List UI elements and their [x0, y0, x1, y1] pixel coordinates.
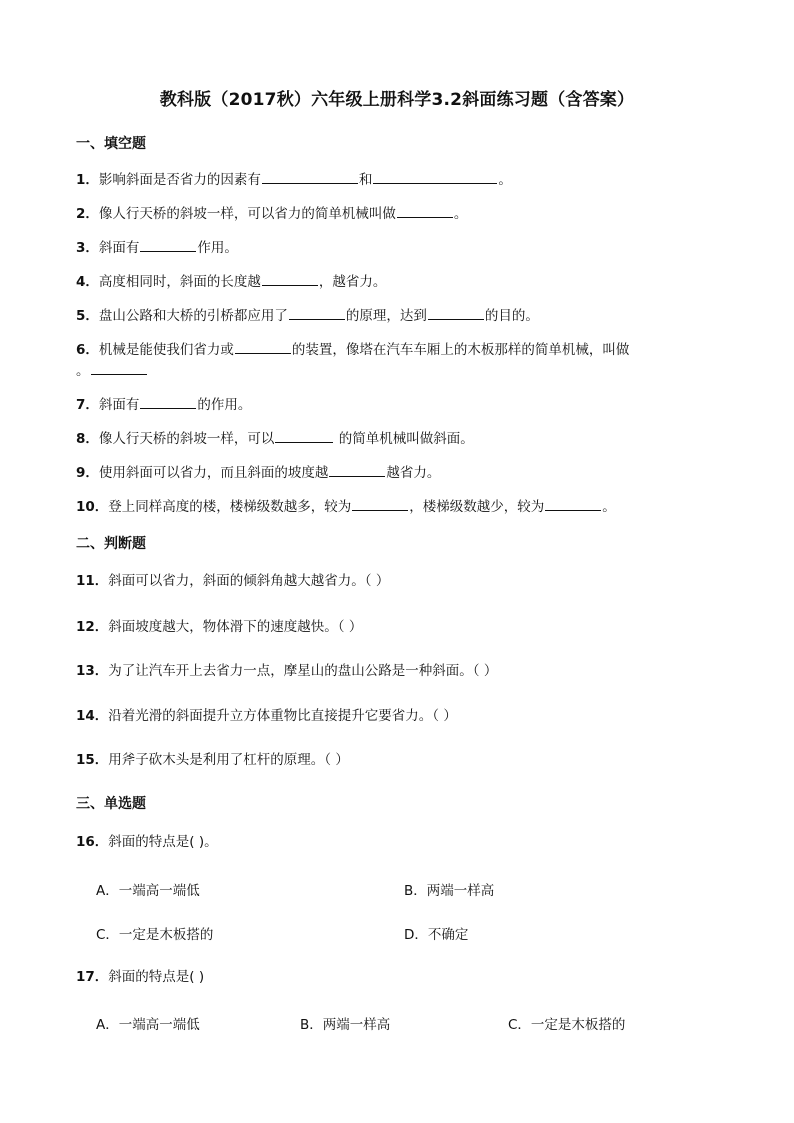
option-17-b[interactable]: B．两端一样高 — [300, 1017, 391, 1033]
answer-blank[interactable] — [428, 304, 484, 320]
question-13: 13．为了让汽车开上去省力一点，摩星山的盘山公路是一种斜面。（ ） — [76, 663, 498, 679]
answer-blank[interactable] — [140, 236, 196, 252]
answer-blank[interactable] — [545, 495, 601, 511]
question-2: 2．像人行天桥的斜坡一样，可以省力的简单机械叫做 。 — [76, 202, 467, 225]
option-16-b[interactable]: B．两端一样高 — [404, 883, 495, 899]
answer-blank[interactable] — [262, 270, 318, 286]
section-heading-fill: 一、填空题 — [76, 136, 146, 152]
answer-blank[interactable] — [91, 359, 147, 375]
answer-blank[interactable] — [397, 202, 453, 218]
answer-blank[interactable] — [235, 338, 291, 354]
question-6-continued: 。 — [76, 359, 148, 382]
question-16: 16．斜面的特点是( )。 — [76, 834, 218, 850]
answer-blank[interactable] — [262, 168, 358, 184]
page-title: 教科版（2017秋）六年级上册科学3.2斜面练习题（含答案） — [159, 90, 635, 110]
question-14: 14．沿着光滑的斜面提升立方体重物比直接提升它要省力。（ ） — [76, 708, 457, 724]
option-17-c[interactable]: C．一定是木板搭的 — [508, 1017, 626, 1033]
section-heading-judge: 二、判断题 — [76, 536, 146, 552]
question-11: 11．斜面可以省力，斜面的倾斜角越大越省力。（ ） — [76, 573, 390, 589]
question-1: 1．影响斜面是否省力的因素有 和 。 — [76, 168, 512, 191]
question-7: 7．斜面有 的作用。 — [76, 393, 251, 416]
question-3: 3．斜面有 作用。 — [76, 236, 238, 259]
question-17: 17．斜面的特点是( ) — [76, 969, 205, 985]
answer-blank[interactable] — [373, 168, 497, 184]
answer-blank[interactable] — [140, 393, 196, 409]
answer-blank[interactable] — [275, 427, 333, 443]
question-9: 9．使用斜面可以省力，而且斜面的坡度越 越省力。 — [76, 461, 440, 484]
answer-blank[interactable] — [289, 304, 345, 320]
question-4: 4．高度相同时，斜面的长度越 ，越省力。 — [76, 270, 386, 293]
answer-blank[interactable] — [352, 495, 408, 511]
question-10: 10．登上同样高度的楼，楼梯级数越多，较为 ，楼梯级数越少，较为 。 — [76, 495, 616, 518]
question-8: 8．像人行天桥的斜坡一样，可以 的简单机械叫做斜面。 — [76, 427, 474, 450]
option-17-a[interactable]: A．一端高一端低 — [96, 1017, 200, 1033]
question-12: 12．斜面坡度越大，物体滑下的速度越快。（ ） — [76, 619, 363, 635]
question-6: 6．机械是能使我们省力或 的装置，像塔在汽车车厢上的木板那样的简单机械，叫做 — [76, 338, 629, 361]
option-16-a[interactable]: A．一端高一端低 — [96, 883, 200, 899]
answer-blank[interactable] — [329, 461, 385, 477]
question-15: 15．用斧子砍木头是利用了杠杆的原理。（ ） — [76, 752, 349, 768]
section-heading-choice: 三、单选题 — [76, 796, 146, 812]
option-16-d[interactable]: D．不确定 — [404, 927, 469, 943]
option-16-c[interactable]: C．一定是木板搭的 — [96, 927, 214, 943]
question-5: 5．盘山公路和大桥的引桥都应用了 的原理，达到 的目的。 — [76, 304, 539, 327]
